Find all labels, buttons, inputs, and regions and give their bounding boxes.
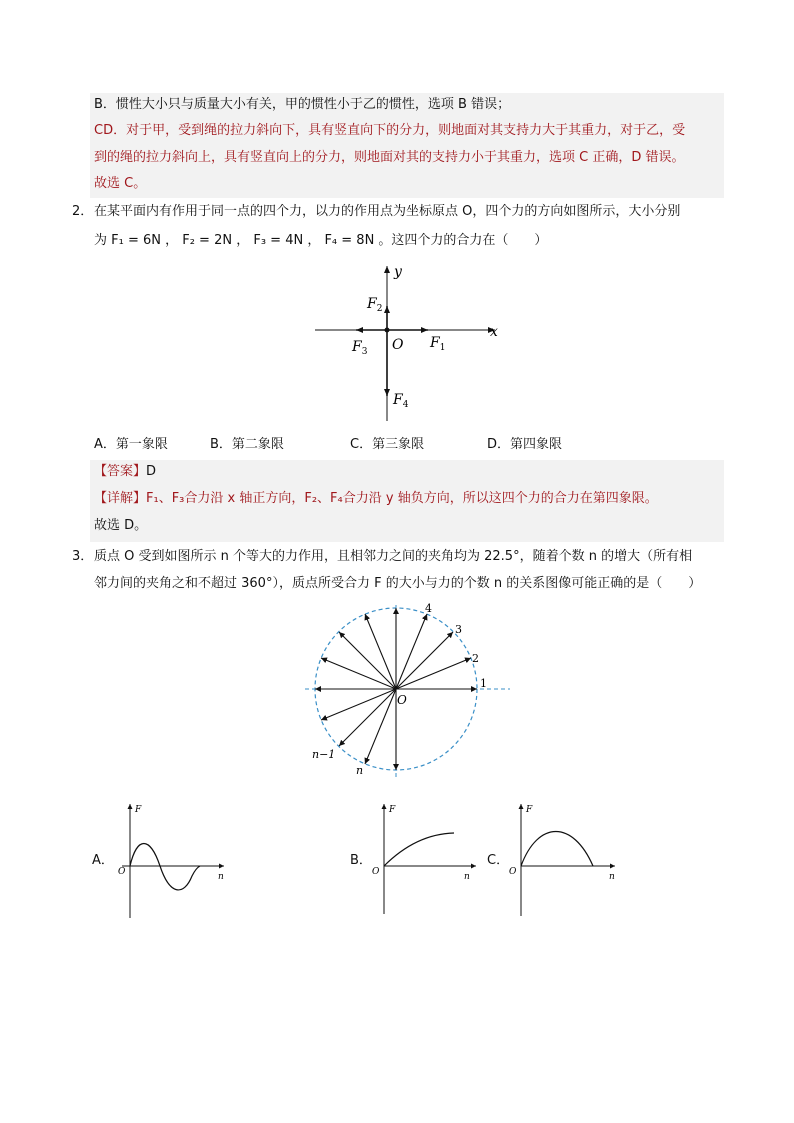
graph-a-sine-curve	[130, 844, 200, 890]
force-arrow-7	[339, 632, 396, 689]
detail-text: F₁、F₃合力沿 x 轴正方向，F₂、F₄合力沿 y 轴负方向，所以这四个力的合力在第四象限。	[146, 491, 658, 506]
q2-text-line-2: 为 F₁ = 6N ， F₂ = 2N ， F₃ = 4N ， F₄ = 8N 。这四个力的合力在（ ）	[94, 233, 548, 248]
q3-number: 3．	[72, 549, 94, 564]
q2-force-diagram	[300, 258, 520, 428]
force-label-n-minus-1: n−1	[312, 748, 336, 761]
graph-b-x-label: n	[464, 872, 470, 882]
graph-b-curve	[384, 833, 454, 866]
graph-b-origin: O	[372, 867, 380, 877]
graph-c-x-label: n	[609, 872, 615, 882]
q3-option-a[interactable]: A．	[92, 853, 114, 868]
q3-option-c[interactable]: C．	[487, 853, 510, 868]
f3-label: $F_3$	[352, 339, 368, 357]
answer-value: D	[146, 464, 157, 479]
graph-a-origin: O	[118, 867, 126, 877]
answer-tag: 【答案】	[94, 464, 147, 479]
q2-option-d[interactable]: D．第四象限	[487, 437, 563, 452]
q3-text-line-2: 邻力间的夹角之和不超过 360°），质点所受合力 F 的大小与力的个数 n 的关系图像可能正确的是（ ）	[94, 576, 702, 591]
force-arrow-3	[396, 632, 453, 689]
graph-c-y-label: F	[526, 805, 533, 815]
q2-conclusion: 故选 D。	[94, 518, 148, 533]
force-label-1: 1	[480, 677, 487, 690]
q2-option-a[interactable]: A．第一象限	[94, 437, 168, 452]
q2-answer	[94, 461, 156, 483]
q3-text-line-1: 质点 O 受到如图所示 n 个等大的力作用，且相邻力之间的夹角均为 22.5°，随着个数 n 的增大（所有相	[94, 549, 693, 564]
q3-graph-b	[366, 800, 486, 922]
solution-line-cd-2: 到的绳的拉力斜向上，具有竖直向上的分力，则地面对其的支持力小于其重力，选项 C 正确，D 错误。	[94, 150, 685, 165]
f4-label: $F_4$	[393, 392, 409, 410]
solution-line-cd-1: CD．对于甲，受到绳的拉力斜向下，具有竖直向下的分力，则地面对其支持力大于其重力，对于乙，受	[94, 123, 686, 138]
force-arrow-n-minus-1	[339, 689, 396, 746]
f1-label: $F_1$	[430, 335, 446, 353]
force-arrows	[315, 608, 477, 770]
q2-detail	[94, 488, 658, 510]
q3-graph-a	[112, 800, 232, 922]
detail-tag: 【详解】	[94, 491, 147, 506]
graph-a-x-label: n	[218, 872, 224, 882]
force-label-3: 3	[455, 623, 462, 636]
force-label-n: n	[356, 764, 364, 777]
f2-label: $F_2$	[367, 296, 383, 314]
q3-graph-c	[503, 800, 623, 922]
graph-a-y-label: F	[135, 805, 142, 815]
origin-label: O	[392, 337, 404, 353]
graph-b-y-label: F	[389, 805, 396, 815]
graph-c-origin: O	[509, 867, 517, 877]
q2-option-b[interactable]: B．第二象限	[210, 437, 284, 452]
q2-text-line-1: 在某平面内有作用于同一点的四个力，以力的作用点为坐标原点 O，四个力的方向如图所示，大小分别	[94, 204, 681, 219]
origin-point	[385, 328, 390, 333]
q2-option-c[interactable]: C．第三象限	[350, 437, 425, 452]
force-label-2: 2	[472, 652, 479, 665]
solution-line-b: B．惯性大小只与质量大小有关，甲的惯性小于乙的惯性，选项 B 错误；	[94, 97, 511, 112]
y-axis-label: y	[394, 264, 402, 280]
force-label-4: 4	[425, 602, 432, 615]
q3-force-circle-diagram	[300, 600, 520, 780]
q3-option-b[interactable]: B．	[350, 853, 372, 868]
x-axis-label: x	[490, 324, 498, 340]
solution-conclusion: 故选 C。	[94, 176, 147, 191]
q2-number: 2．	[72, 204, 94, 219]
graph-c-arch-curve	[521, 832, 593, 867]
origin-label: O	[397, 693, 407, 707]
